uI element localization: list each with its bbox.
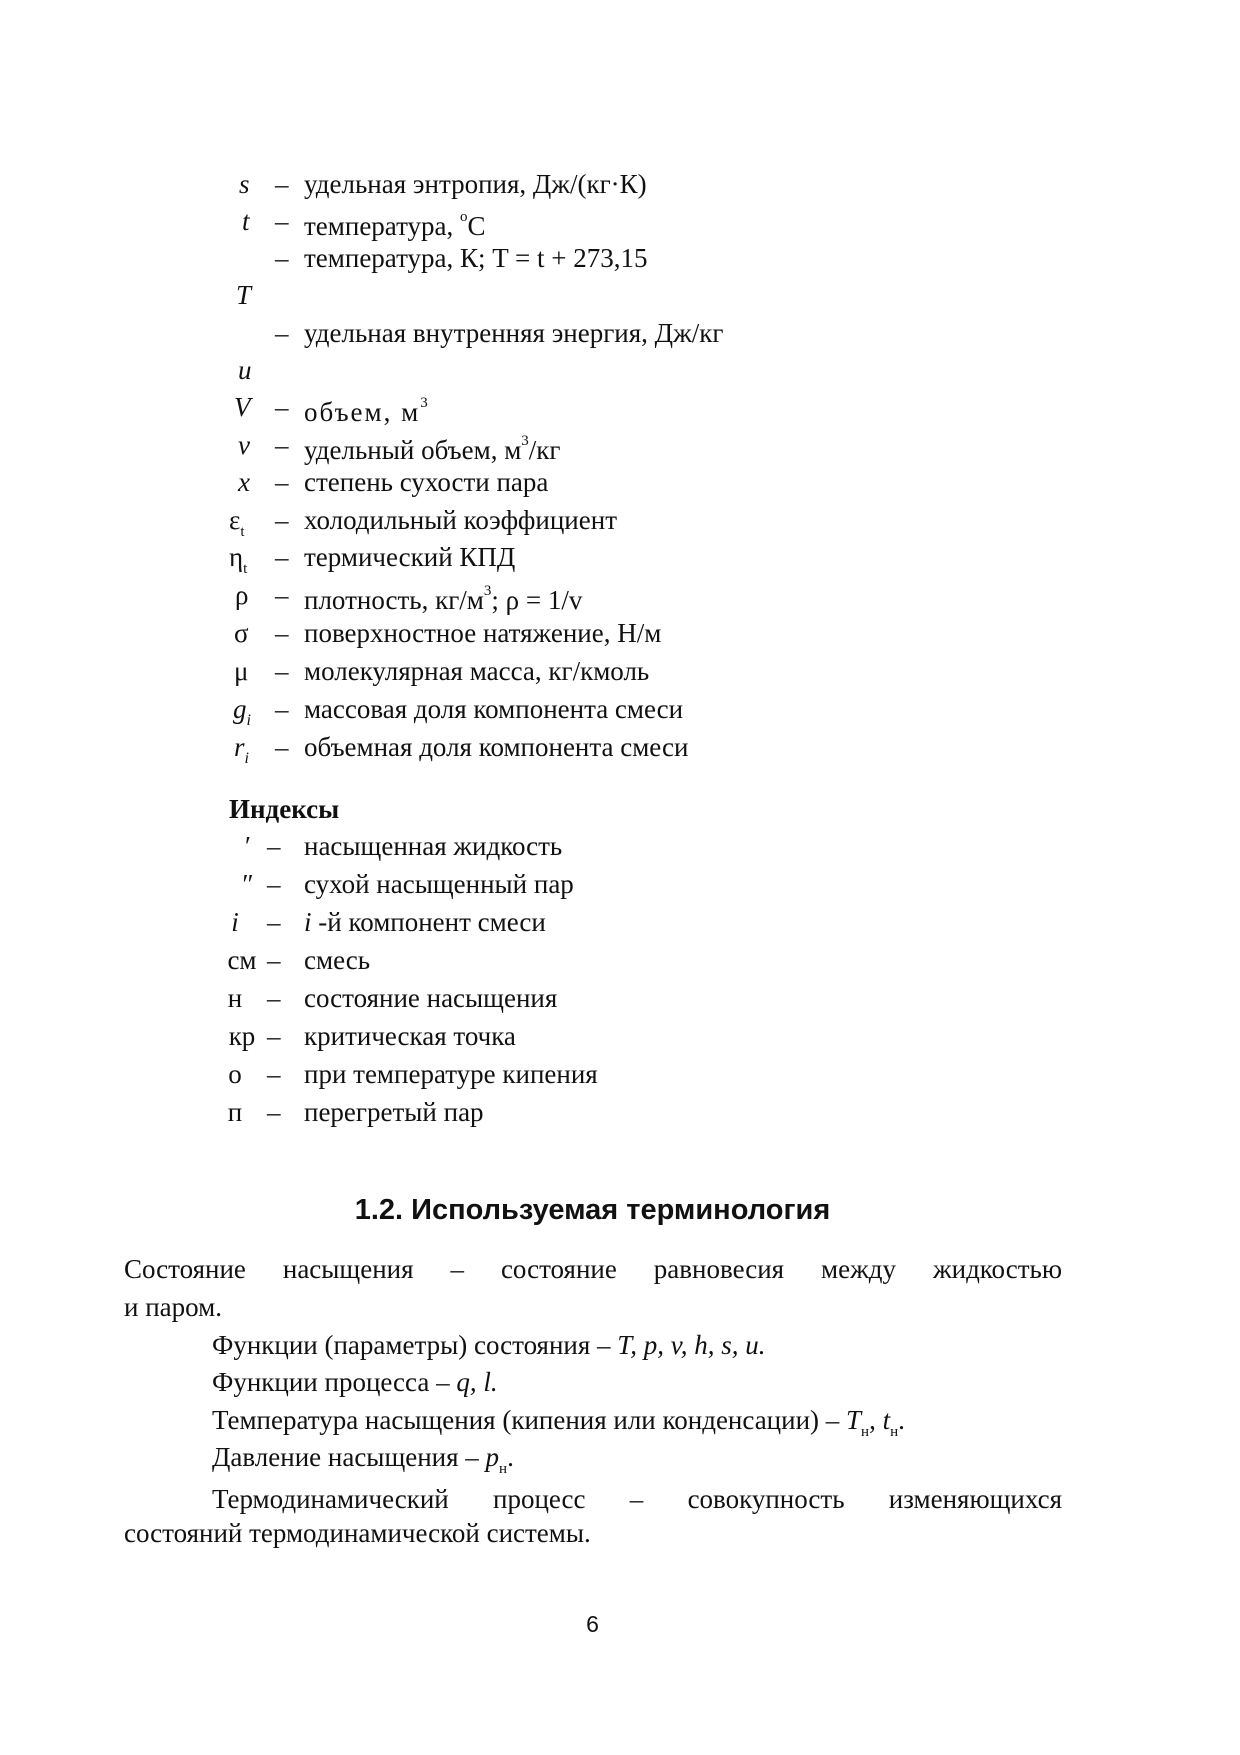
paragraph-line: Состояние насыщения – состояние равновесия между жидкостью (124, 1254, 1062, 1284)
symbol-V: V (234, 392, 251, 422)
index-n: н (227, 983, 243, 1013)
dash: – (267, 907, 281, 937)
symbol-x: x (238, 467, 250, 497)
symbol-rho: ρ (235, 580, 249, 610)
symbol-t: t (242, 206, 250, 236)
dash: – (275, 243, 289, 273)
symbol-s: s (239, 169, 250, 199)
dash: – (275, 430, 289, 460)
dash: – (275, 618, 289, 648)
dash: – (275, 206, 289, 236)
dash: – (275, 542, 289, 572)
index-kr: кр (228, 1021, 256, 1051)
indexes-heading: Индексы (229, 794, 340, 824)
symbol-description: степень сухости пара (304, 467, 549, 497)
index-description: перегретый пар (304, 1097, 484, 1127)
dash: – (267, 983, 281, 1013)
dash: – (275, 580, 289, 610)
dash: – (267, 945, 281, 975)
index-description: i -й компонент смеси (304, 907, 546, 937)
symbol-description: холодильный коэффициент (304, 505, 617, 535)
index-description: критическая точка (304, 1021, 516, 1051)
index-description: при температуре кипения (304, 1059, 598, 1089)
symbol-description: температура, К; T = t + 273,15 (304, 243, 648, 273)
dash: – (275, 694, 289, 724)
dash: – (267, 1097, 281, 1127)
section-title: 1.2. Используемая терминология (354, 1194, 831, 1226)
dash: – (275, 318, 289, 348)
page-number: 6 (586, 1611, 599, 1637)
symbol-description: массовая доля компонента смеси (304, 694, 684, 724)
paragraph-line: Температура насыщения (кипения или конденсации) – $T_н$, $t_н$. (212, 1405, 905, 1440)
index-sm: см (227, 945, 257, 975)
paragraph-line: Функции процесса – q, l. (212, 1367, 498, 1397)
paragraph-line: Давление насыщения – $p_н$. (212, 1442, 514, 1477)
symbol-T: T (236, 280, 252, 310)
paragraph-line: Термодинамический процесс – совокупность изменяющихся (212, 1484, 1062, 1514)
index-description: смесь (304, 945, 371, 975)
index-prime: ′ (245, 831, 251, 861)
dash: – (275, 505, 289, 535)
index-double-prime: ″ (242, 869, 254, 899)
paragraph-line: и паром. (124, 1292, 222, 1322)
symbol-description: объемная доля компонента смеси (304, 732, 689, 762)
symbol-description: удельный объем, $м^3/кг$ (304, 433, 561, 465)
index-description: состояние насыщения (304, 983, 558, 1013)
symbol-description: удельная внутренняя энергия, Дж/кг (304, 318, 724, 348)
symbol-description: температура, $^o$C (304, 209, 486, 241)
symbol-u: u (238, 355, 252, 385)
dash: – (267, 869, 281, 899)
dash: – (275, 467, 289, 497)
symbol-description: молекулярная масса, кг/кмоль (304, 656, 650, 686)
index-description: насыщенная жидкость (304, 831, 563, 861)
symbol-description: объем, $м^3$ (304, 395, 430, 427)
symbol-r-i: $r_i$ (234, 732, 249, 767)
paragraph-line: Функции (параметры) состояния – T, p, v, h, s, u. (212, 1330, 766, 1360)
dash: – (275, 169, 289, 199)
symbol-description: поверхностное натяжение, Н/м (304, 618, 662, 648)
paragraph-line: состояний термодинамической системы. (124, 1518, 591, 1548)
dash: – (275, 392, 289, 422)
symbol-v: v (238, 430, 250, 460)
index-description: сухой насыщенный пар (304, 869, 574, 899)
index-p: п (227, 1097, 243, 1127)
dash: – (275, 732, 289, 762)
dash: – (267, 1021, 281, 1051)
index-i: i (231, 907, 239, 937)
symbol-description: удельная энтропия, Дж/(кг·К) (304, 169, 647, 199)
symbol-epsilon: $\varepsilon_t$ (229, 505, 245, 540)
symbol-description: плотность, $кг/м^3$; ρ = 1/v (304, 583, 583, 615)
dash: – (275, 656, 289, 686)
symbol-sigma: σ (234, 618, 249, 648)
symbol-eta: $\eta_t$ (229, 542, 248, 577)
symbol-mu: μ (234, 656, 249, 686)
symbol-description: термический КПД (304, 542, 516, 572)
index-o: о (228, 1059, 242, 1089)
symbol-g-i: $g_i$ (233, 694, 251, 729)
dash: – (267, 1059, 281, 1089)
dash: – (267, 831, 281, 861)
